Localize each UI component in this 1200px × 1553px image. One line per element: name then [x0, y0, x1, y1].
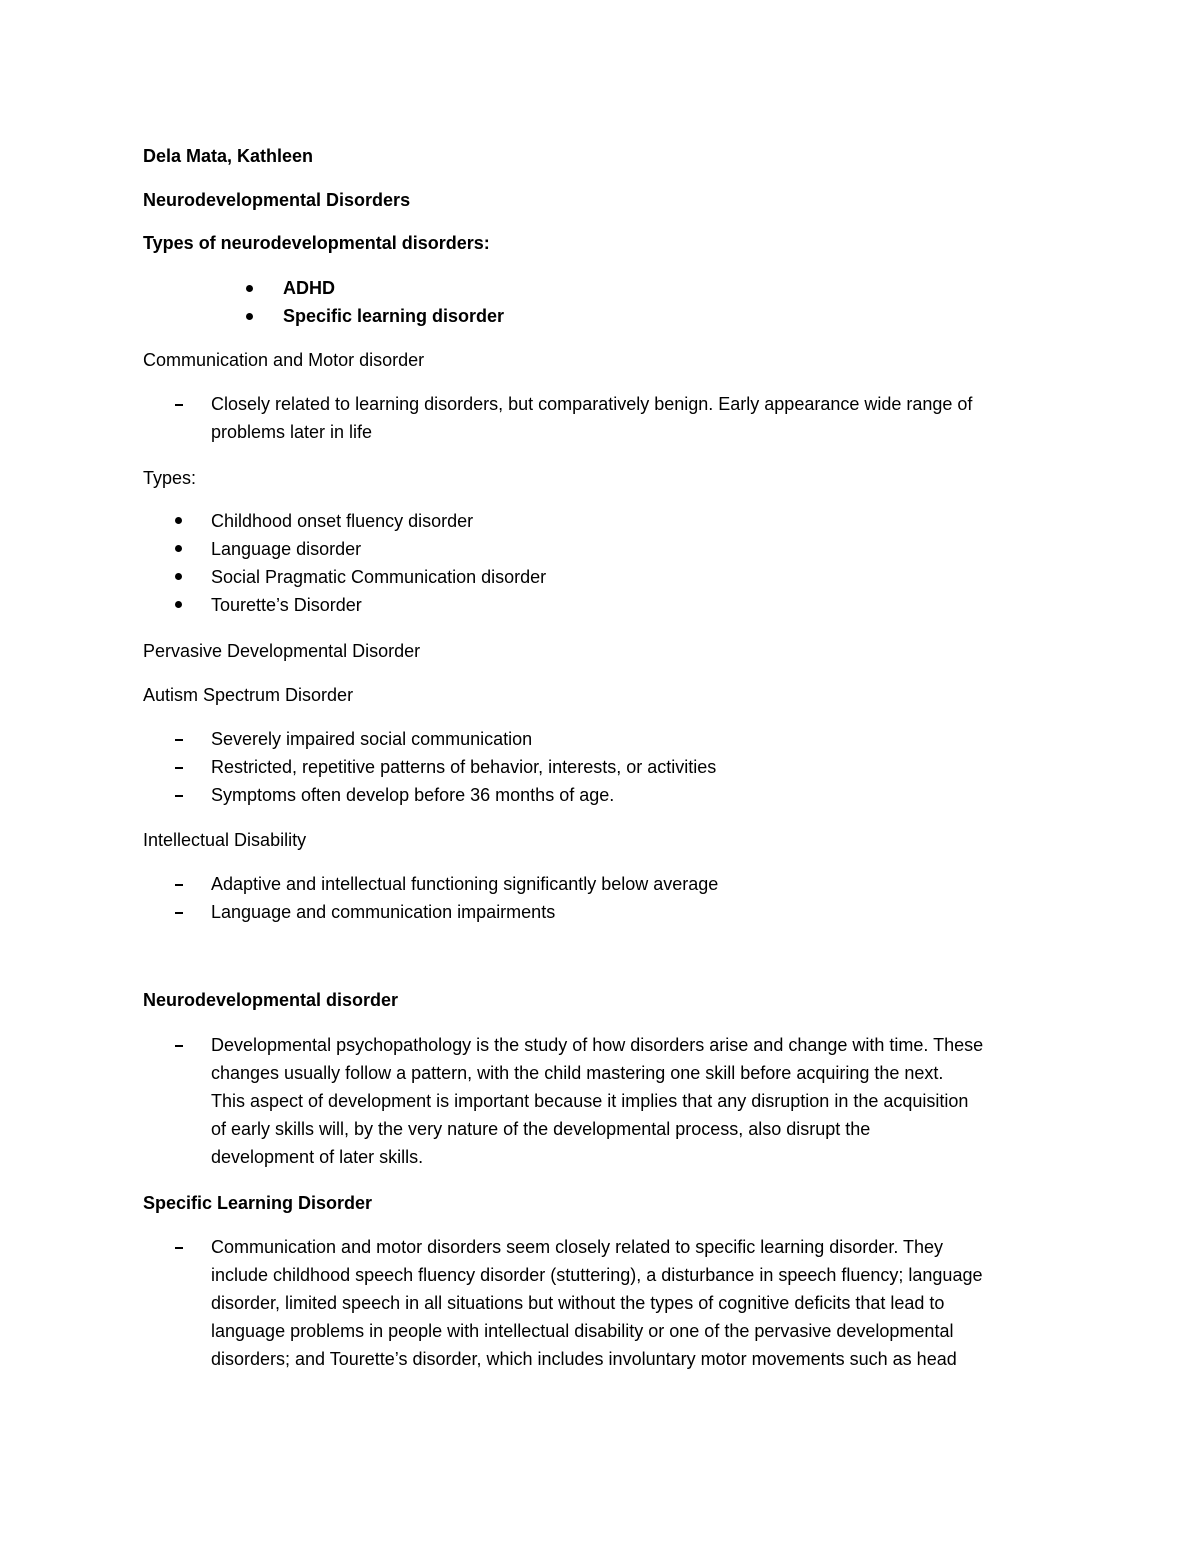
list-item: Social Pragmatic Communication disorder	[211, 567, 547, 587]
bullet-icon	[246, 313, 253, 320]
paragraph-line: problems later in life	[211, 422, 373, 442]
paragraph-line: changes usually follow a pattern, with the child mastering one skill before acquiring the next.	[211, 1063, 944, 1083]
section-heading: Neurodevelopmental disorder	[143, 990, 399, 1010]
author-name: Dela Mata, Kathleen	[143, 146, 314, 166]
list-item: Specific learning disorder	[283, 306, 505, 326]
section-heading: Communication and Motor disorder	[143, 350, 425, 370]
dash-icon	[175, 404, 183, 406]
paragraph-line: disorders; and Tourette’s disorder, which includes involuntary motor movements such as head	[211, 1349, 957, 1369]
bullet-icon	[246, 285, 253, 292]
list-item: Tourette’s Disorder	[211, 595, 362, 615]
dash-icon	[175, 1045, 183, 1047]
paragraph-line: disorder, limited speech in all situations but without the types of cognitive deficits that lead to	[211, 1293, 945, 1313]
list-item: Childhood onset fluency disorder	[211, 511, 474, 531]
section-heading: Pervasive Developmental Disorder	[143, 641, 421, 661]
list-item: Language and communication impairments	[211, 902, 556, 922]
dash-icon	[175, 1247, 183, 1249]
list-item: Symptoms often develop before 36 months of age.	[211, 785, 615, 805]
bullet-icon	[175, 573, 182, 580]
list-item: ADHD	[283, 278, 335, 298]
bullet-icon	[175, 517, 182, 524]
paragraph-line: This aspect of development is important because it implies that any disruption in the acquisition	[211, 1091, 969, 1111]
types-label: Types:	[143, 468, 197, 488]
paragraph-line: Developmental psychopathology is the study of how disorders arise and change with time. These	[211, 1035, 984, 1055]
dash-icon	[175, 795, 183, 797]
paragraph-line: include childhood speech fluency disorder (stuttering), a disturbance in speech fluency; language	[211, 1265, 983, 1285]
paragraph-line: Closely related to learning disorders, but comparatively benign. Early appearance wide range of	[211, 394, 973, 414]
paragraph-line: Communication and motor disorders seem closely related to specific learning disorder. They	[211, 1237, 944, 1257]
paragraph-line: language problems in people with intellectual disability or one of the pervasive developmental	[211, 1321, 954, 1341]
bullet-icon	[175, 545, 182, 552]
list-item: Restricted, repetitive patterns of behavior, interests, or activities	[211, 757, 717, 777]
dash-icon	[175, 912, 183, 914]
section-heading: Intellectual Disability	[143, 830, 307, 850]
dash-icon	[175, 767, 183, 769]
paragraph-line: development of later skills.	[211, 1147, 424, 1167]
list-item: Severely impaired social communication	[211, 729, 533, 749]
dash-icon	[175, 884, 183, 886]
document-title: Neurodevelopmental Disorders	[143, 190, 411, 210]
list-item: Adaptive and intellectual functioning significantly below average	[211, 874, 719, 894]
list-item: Language disorder	[211, 539, 362, 559]
bullet-icon	[175, 601, 182, 608]
paragraph-line: of early skills will, by the very nature of the developmental process, also disrupt the	[211, 1119, 871, 1139]
types-heading: Types of neurodevelopmental disorders:	[143, 233, 490, 253]
section-heading: Specific Learning Disorder	[143, 1193, 373, 1213]
dash-icon	[175, 739, 183, 741]
section-heading: Autism Spectrum Disorder	[143, 685, 354, 705]
